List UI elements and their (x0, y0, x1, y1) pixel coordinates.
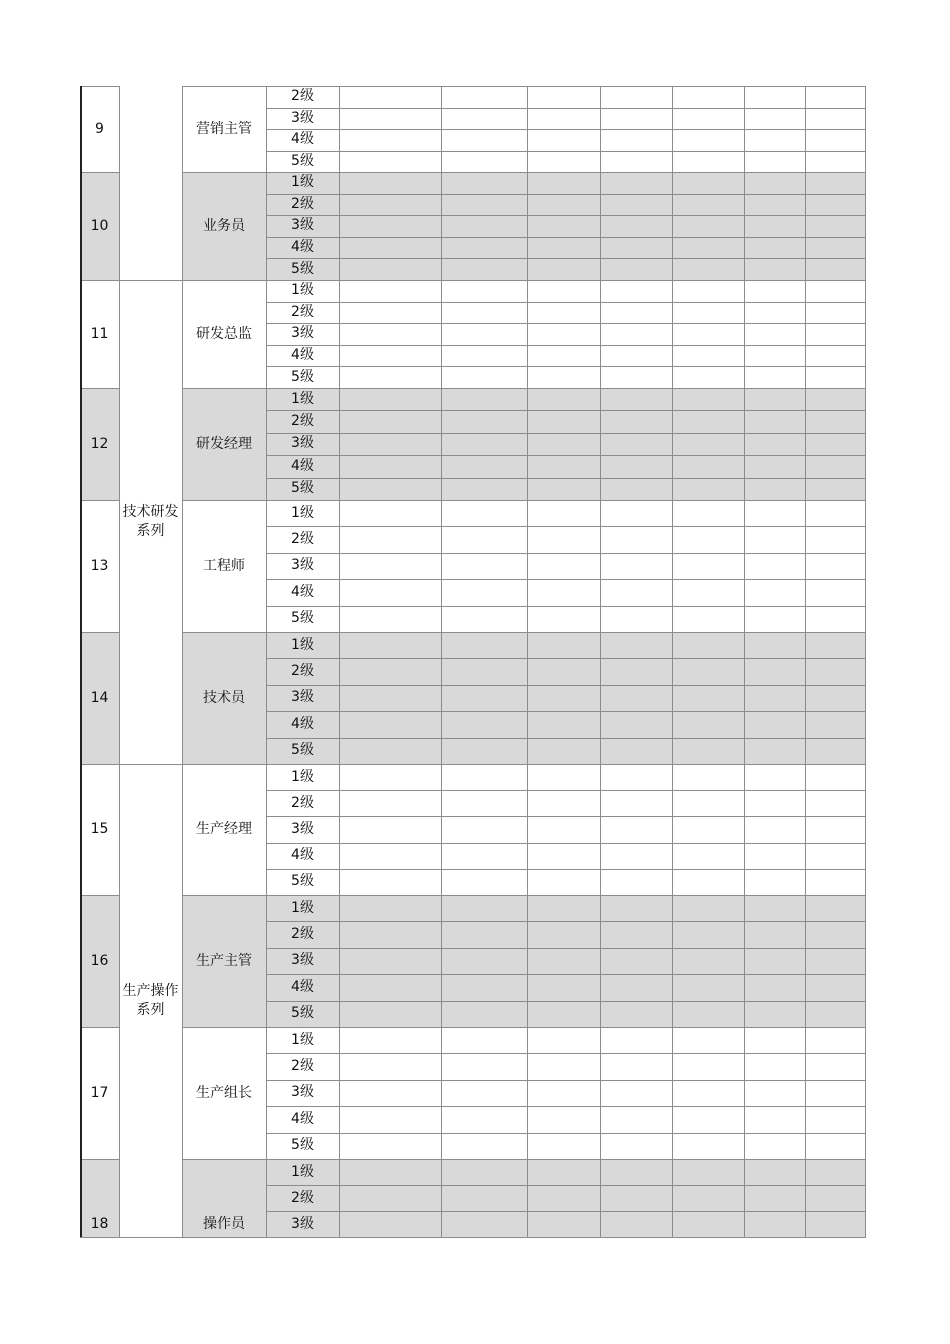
grade-level: 3级 (291, 689, 314, 706)
grid-line (80, 388, 119, 389)
grid-line (119, 86, 120, 1237)
grade-level: 4级 (291, 583, 314, 600)
row-number: 14 (90, 689, 109, 706)
grid-line (266, 738, 865, 739)
grid-line (182, 764, 865, 765)
grid-line (266, 194, 865, 195)
grid-line (266, 215, 865, 216)
grid-line (80, 172, 119, 173)
grade-level: 3级 (291, 1215, 314, 1232)
grid-line (80, 280, 119, 281)
grade-level: 2级 (291, 926, 314, 943)
grid-line (266, 1211, 865, 1212)
grid-line (266, 606, 865, 607)
grade-level: 3级 (291, 557, 314, 574)
grid-line (865, 86, 866, 1237)
grade-level: 3级 (291, 325, 314, 342)
grid-line (266, 579, 865, 580)
grid-line (80, 1027, 119, 1028)
grid-line (266, 843, 865, 844)
grid-line (80, 86, 119, 87)
grade-level: 5级 (291, 368, 314, 385)
grade-level: 4级 (291, 131, 314, 148)
grid-line (182, 632, 865, 633)
grid-line (119, 280, 182, 281)
grid-line (182, 280, 865, 281)
grid-line (80, 764, 119, 765)
grid-line (182, 1159, 865, 1160)
grid-line (266, 1106, 865, 1107)
grade-level: 2级 (291, 663, 314, 680)
grid-line (266, 526, 865, 527)
grid-line (441, 86, 442, 1237)
grid-line (182, 86, 865, 87)
grade-level: 5级 (291, 610, 314, 627)
position-title: 营销主管 (196, 120, 252, 137)
grid-line (266, 323, 865, 324)
grid-line (672, 86, 673, 1237)
grade-level: 4级 (291, 847, 314, 864)
grid-line (182, 500, 865, 501)
position-title: 生产主管 (196, 952, 252, 969)
position-title: 生产组长 (196, 1084, 252, 1101)
row-number: 9 (95, 120, 104, 137)
row-number: 15 (90, 821, 109, 837)
grade-level: 1级 (291, 174, 314, 191)
grade-level: 2级 (291, 531, 314, 548)
grid-line (266, 1185, 865, 1186)
row-number: 18 (90, 1215, 109, 1232)
grade-level: 1级 (291, 768, 314, 785)
grid-line (266, 711, 865, 712)
grid-line (266, 455, 865, 456)
grid-line (805, 86, 806, 1237)
grid-line (266, 129, 865, 130)
grid-line (266, 1053, 865, 1054)
grade-level: 2级 (291, 88, 314, 105)
grade-level: 5级 (291, 152, 314, 169)
grid-line (266, 345, 865, 346)
grid-line (266, 1080, 865, 1081)
row-number: 11 (90, 325, 109, 342)
grade-level: 3级 (291, 109, 314, 126)
grid-line (266, 86, 267, 1237)
grid-line (80, 895, 119, 896)
grid-line (266, 258, 865, 259)
grid-line (266, 790, 865, 791)
grid-line (80, 1159, 119, 1160)
grade-level: 4级 (291, 715, 314, 732)
grid-line (266, 302, 865, 303)
series-label: 生产操作 系列 (122, 982, 179, 1018)
position-title: 研发总监 (196, 325, 252, 342)
grade-level: 4级 (291, 457, 314, 474)
grade-level: 1级 (291, 636, 314, 653)
grade-level: 3级 (291, 217, 314, 234)
grade-level: 3级 (291, 435, 314, 452)
grid-line (266, 151, 865, 152)
row-number: 10 (90, 217, 109, 234)
grid-line (266, 553, 865, 554)
table-left-border (80, 86, 82, 1237)
grade-level: 2级 (291, 1058, 314, 1075)
row-number: 12 (90, 435, 109, 452)
grid-line (182, 388, 865, 389)
grade-level: 4级 (291, 239, 314, 256)
grid-line (266, 816, 865, 817)
position-title: 研发经理 (196, 435, 252, 452)
grid-line (339, 86, 340, 1237)
grid-line (266, 478, 865, 479)
grade-level: 2级 (291, 303, 314, 320)
grade-level: 4级 (291, 1110, 314, 1127)
grade-level: 1级 (291, 899, 314, 916)
position-title: 操作员 (203, 1215, 245, 1232)
grid-line (527, 86, 528, 1237)
position-title: 技术员 (203, 689, 245, 706)
grid-line (266, 685, 865, 686)
grid-line (266, 1133, 865, 1134)
grade-level: 5级 (291, 1137, 314, 1154)
grade-level: 1级 (291, 1031, 314, 1048)
grid-line (744, 86, 745, 1237)
position-title: 生产经理 (196, 821, 252, 837)
grade-level: 5级 (291, 1005, 314, 1022)
grid-line (266, 658, 865, 659)
grade-level: 5级 (291, 480, 314, 497)
grid-line (119, 764, 182, 765)
grade-level: 3级 (291, 952, 314, 969)
grade-level: 3级 (291, 820, 314, 837)
grade-level: 5级 (291, 260, 314, 277)
grid-line (266, 366, 865, 367)
grid-line (600, 86, 601, 1237)
grid-line (182, 172, 865, 173)
grid-line (266, 237, 865, 238)
grid-line (80, 500, 119, 501)
grid-line (266, 974, 865, 975)
grid-line (182, 86, 183, 1237)
grid-line (182, 895, 865, 896)
grade-level: 2级 (291, 794, 314, 811)
row-number: 17 (90, 1084, 109, 1101)
grid-line (80, 632, 119, 633)
grade-level: 4级 (291, 347, 314, 364)
grade-level: 2级 (291, 1189, 314, 1206)
grade-level: 1级 (291, 504, 314, 521)
grade-level: 2级 (291, 195, 314, 212)
grid-line (266, 921, 865, 922)
grade-level: 3级 (291, 1084, 314, 1101)
grid-line (266, 410, 865, 411)
grade-level: 1级 (291, 390, 314, 407)
series-label: 技术研发 系列 (122, 504, 179, 539)
grade-level: 5级 (291, 742, 314, 759)
row-number: 13 (90, 557, 109, 574)
grade-level: 5级 (291, 873, 314, 890)
grid-line (266, 433, 865, 434)
grid-line (266, 948, 865, 949)
grid-line (182, 1027, 865, 1028)
grade-level: 4级 (291, 978, 314, 995)
grid-line (80, 1237, 866, 1238)
position-title: 工程师 (203, 557, 245, 574)
grid-line (266, 1001, 865, 1002)
grade-level: 1级 (291, 282, 314, 299)
grid-line (266, 869, 865, 870)
grade-level: 2级 (291, 413, 314, 430)
grid-line (266, 108, 865, 109)
position-title: 业务员 (203, 217, 245, 234)
row-number: 16 (90, 952, 109, 969)
grade-level: 1级 (291, 1163, 314, 1180)
